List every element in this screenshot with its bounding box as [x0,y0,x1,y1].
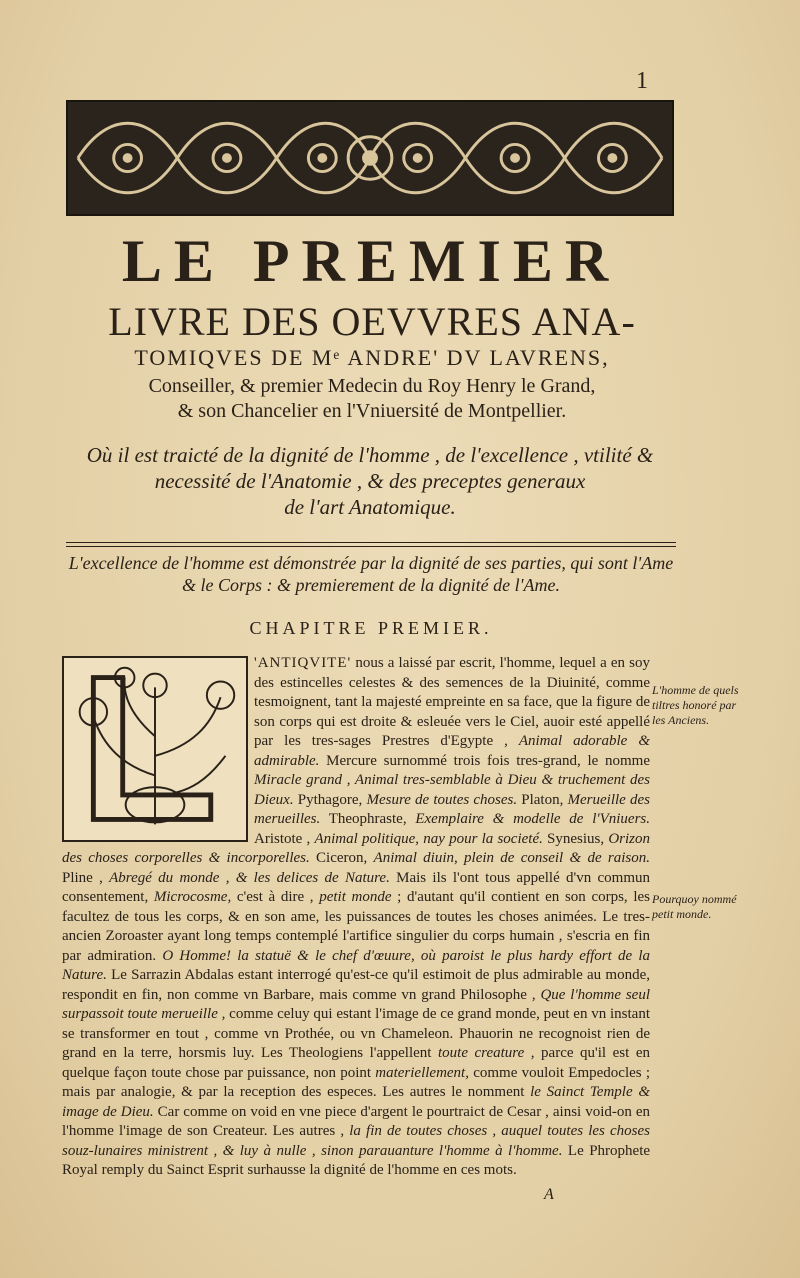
quoted-epithet: Mesure de toutes choses. [366,791,518,808]
text-run: Mais ils l'ont tous appellé d'vn commun consentement, [62,869,650,905]
page-number: 1 [636,68,648,94]
subtitle [60,442,680,520]
chapter-summary [66,552,676,596]
title-line-5: & son Chancelier en l'Vniuersité de Montpellier. [177,400,567,422]
divider-rule [66,546,676,547]
chapter-heading: CHAPITRE PREMIER. [249,618,493,638]
title-line-2: LIVRE DES OEVVRES ANA- [108,299,636,344]
quoted-epithet: Microcosme, [153,889,232,905]
paragraph [62,654,650,1181]
quoted-epithet: Animal politique, nay pour la societé. [314,830,543,847]
text-run: Mercure surnommé trois fois tres-grand, le nomme [319,752,650,769]
title-line-3: TOMIQVES DE Mᵉ ANDRE' DV LAVRENS, [134,345,610,370]
quoted-epithet: Merueille des merueilles. [254,791,650,827]
divider-rule [66,542,676,543]
quoted-epithet: Animal adorable & admirable. [254,733,650,769]
text-run: Aristote , [254,830,315,847]
text-run: Le Phrophete Royal remply du Sainct Esprit surhausse la dignité de l'homme en ces mots. [62,1142,651,1178]
title-line-4: Conseiller, & premier Medecin du Roy Henry le Grand, [148,375,596,397]
margin-note-2: Pourquoy nommé petit monde. [652,892,737,921]
quoted-epithet: la fin de toutes choses , auquel toutes les choses souz-lunaires ministrent , & luy à nulle , sinon parauanture l'homme à l'homme. [62,1123,650,1159]
text-run: Le Sarrazin Abdalas estant interrogé qu'est-ce qu'il estimoit de plus admirable au monde, respondit en fin, non comme vn Barbare, mais comme vn grand Philosophe , [62,967,650,1003]
ornamental-headpiece [66,100,674,216]
quoted-epithet: Miracle grand , Animal tres-semblable à Dieu & truchement des Dieux. [254,772,650,808]
lead-word: 'ANTIQVITE' [254,655,352,671]
summary-line-2: & le Corps : & premierement de la dignité de l'Ame. [182,575,560,595]
quoted-epithet: toute creature , [438,1045,535,1061]
initial-spacer [62,654,254,849]
quoted-epithet: Abregé du monde , & les delices de Nature. [109,869,390,886]
quoted-epithet: le Sainct Temple & image de Dieu. [62,1084,650,1120]
quoted-epithet: petit monde [319,889,392,905]
quoted-epithet: Exemplaire & modelle de l'Vniuers. [415,811,650,827]
quoted-epithet: O Homme! la statuë & le chef d'œuure, où paroist le plus hardy effort de la Nature. [62,947,650,983]
text-run: comme vouloit Empedocles ; mais par analogie, & par la reception des especes. Les autres le nomment [62,1064,650,1100]
text-run: ; d'autant qu'il contient en son corps, les facultez de tous les corps, & en son ame, les puissances de toutes les choses animées. Le tres-ancien Zoroaster ayant long temps contemplé l'artifice singulier du corps humain , s'escria en fin par admiration. [62,889,650,964]
quoted-epithet: Que l'homme seul surpassoit toute merueille , [62,986,650,1022]
margin-note-1: L'homme de quels tiltres honoré par les Anciens. [652,683,739,727]
title-line-1: LE PREMIER [121,228,621,294]
summary-line-1: L'excellence de l'homme est démonstrée par la dignité de ses parties, qui sont l'Ame [68,553,674,573]
catchword: A [544,1186,554,1203]
text-run: parce qu'il est en quelque façon toute chose par puissance, non point [62,1045,650,1081]
chapter-text [62,654,650,1181]
subtitle-line-3: de l'art Anatomique. [284,495,456,519]
quoted-epithet: Orizon des choses corporelles & incorporelles. [62,830,651,866]
text-run: Theophraste, [320,811,416,827]
text-run: Platon, [517,791,568,808]
text-run: Car comme on void en vne piece d'argent le pourtraict de Cesar , ainsi void-on en l'homme l'image de son Createur. Les autres , [62,1103,650,1139]
text-run: Pline , [62,869,110,886]
text-run: Pythagore, [293,791,367,808]
text-run: c'est à dire , [231,889,320,905]
subtitle-line-1: Où il est traicté de la dignité de l'homme , de l'excellence , vtilité & [86,443,654,467]
text-run: comme celuy qui estant l'image de ce grand monde, peut en vn instant se transformer en tout , comme vn Prothée, ou vn Chameleon. Phauorin ne recognoist rien de grand en la terre, horsmis luy. Les Theologiens l'appellent [62,1006,650,1061]
text-run: nous a laissé par escrit, l'homme, lequel a en soy des estincelles celestes & des semences de la Diuinité, comme tesmoignent, tant la majesté empreinte en sa face, que la figure de son corps qui est droite & esleuée vers le Ciel, auoir esté appellé par les tres-sages Prestres d'Egypte , [254,655,650,749]
text-run: Synesius, [542,830,609,847]
quoted-epithet: Animal diuin, plein de conseil & de raison. [373,850,650,866]
quoted-epithet: materiellement, [375,1064,469,1081]
text-run: Ciceron, [309,850,374,866]
subtitle-line-2: necessité de l'Anatomie , & des preceptes generaux [154,469,586,493]
